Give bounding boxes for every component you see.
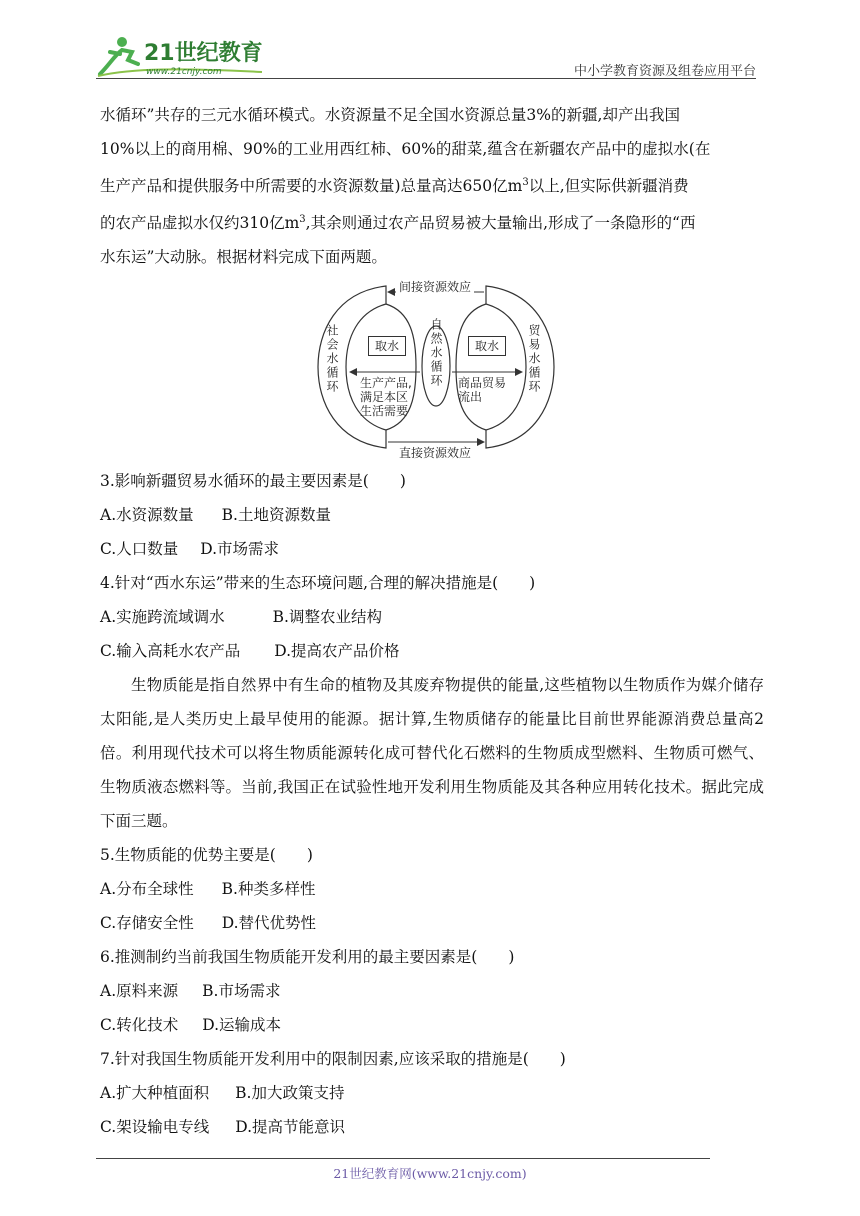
intro-line-3a: 生产产品和提供服务中所需要的水资源数量)总量高达650亿m — [100, 177, 523, 196]
left-desc-3: 生活需要 — [360, 404, 409, 419]
q7-option-c: C.架设输电专线 — [100, 1118, 210, 1137]
right-intake-box: 取水 — [468, 336, 506, 356]
q4-option-a: A.实施跨流域调水 — [100, 608, 225, 627]
left-cycle-label: 社会水循环 — [325, 324, 339, 395]
q6-option-b: B.市场需求 — [202, 982, 281, 1001]
bottom-arrow-label: 直接资源效应 — [396, 446, 474, 460]
q4-option-c: C.输入高耗水农产品 — [100, 642, 241, 661]
q6-option-c: C.转化技术 — [100, 1016, 179, 1035]
left-desc-2: 满足本区 — [360, 390, 409, 405]
q3-option-c: C.人口数量 — [100, 540, 179, 559]
left-desc — [360, 376, 412, 418]
q4-option-d: D.提高农产品价格 — [274, 642, 400, 661]
q3-option-b: B.土地资源数量 — [221, 506, 331, 525]
question-7-stem: 7.针对我国生物质能开发利用中的限制因素,应该采取的措施是( ) — [100, 1050, 566, 1069]
intro-line-1: 水循环”共存的三元水循环模式。水资源量不足全国水资源总量3%的新疆,却产出我国 — [100, 106, 680, 124]
question-7-options-row1 — [100, 1076, 764, 1110]
question-6-options-row1 — [100, 974, 764, 1008]
q5-option-d: D.替代优势性 — [221, 914, 317, 933]
logo-icon — [92, 34, 272, 78]
q4-option-b: B.调整农业结构 — [272, 608, 382, 627]
intro-line-5: 水东运”大动脉。根据材料完成下面两题。 — [100, 248, 387, 267]
question-5-stem: 5.生物质能的优势主要是( ) — [100, 846, 313, 865]
q3-option-d: D.市场需求 — [200, 540, 280, 559]
q6-option-d: D.运输成本 — [202, 1016, 282, 1035]
intro-sup-1: 3 — [522, 177, 529, 188]
q5-option-b: B.种类多样性 — [221, 880, 316, 899]
middle-cycle-label: 自然水循环 — [429, 318, 443, 389]
right-cycle-label: 贸易水循环 — [527, 324, 541, 395]
question-5-options-row1 — [100, 872, 764, 906]
svg-text:21世纪教育: 21世纪教育 — [144, 41, 263, 66]
top-arrow-label: 间接资源效应 — [396, 280, 474, 294]
right-desc-1: 商品贸易 — [458, 376, 507, 391]
q7-option-a: A.扩大种植面积 — [100, 1084, 210, 1103]
q3-option-a: A.水资源数量 — [100, 506, 194, 525]
question-4-options-row1 — [100, 600, 764, 634]
platform-name: 中小学教育资源及组卷应用平台 — [573, 64, 756, 79]
header-divider — [96, 78, 756, 79]
q7-option-b: B.加大政策支持 — [235, 1084, 345, 1103]
question-5-options-row2 — [100, 906, 764, 940]
water-cycle-diagram — [100, 276, 764, 464]
page-content — [100, 98, 764, 1144]
biomass-paragraph: 生物质能是指自然界中有生命的植物及其废弃物提供的能量,这些植物以生物质作为媒介储存太阳能,是人类历史上最早使用的能源。据计算,生物质储存的能量比目前世界能源消费总量高2倍。利用现代技术可以将生物质能源转化成可替代化石燃料的生物质成型燃料、生物质可燃气、生物质液态燃料等。当前,我国正在试验性地开发利用生物质能及其各种应用转化技术。据此完成下面三题。 — [100, 676, 764, 831]
q7-option-d: D.提高节能意识 — [235, 1118, 346, 1137]
question-4-options-row2 — [100, 634, 764, 668]
question-6-options-row2 — [100, 1008, 764, 1042]
q6-option-a: A.原料来源 — [100, 982, 179, 1001]
svg-text:www.21cnjy.com: www.21cnjy.com — [146, 67, 222, 77]
left-intake-box: 取水 — [368, 336, 406, 356]
right-desc-2: 流出 — [458, 390, 483, 405]
intro-paragraph — [100, 98, 764, 274]
question-3-options-row1 — [100, 498, 764, 532]
intro-sup-2: 3 — [299, 214, 306, 226]
question-4-stem: 4.针对“西水东运”带来的生态环境问题,合理的解决措施是( ) — [100, 574, 536, 593]
question-7-options-row2 — [100, 1110, 764, 1144]
question-3-options-row2 — [100, 532, 764, 566]
intro-line-4b: ,其余则通过农产品贸易被大量输出,形成了一条隐形的“西 — [305, 214, 696, 233]
left-desc-1: 生产产品, — [360, 376, 412, 391]
right-desc — [458, 376, 506, 404]
question-3-stem: 3.影响新疆贸易水循环的最主要因素是( ) — [100, 472, 406, 491]
footer-text: 21世纪教育网(www.21cnjy.com) — [333, 1166, 527, 1181]
q5-option-c: C.存储安全性 — [100, 914, 194, 933]
intro-line-2: 10%以上的商用棉、90%的工业用西红柿、60%的甜菜,蕴含在新疆农产品中的虚拟水(在 — [100, 140, 711, 158]
footer-divider — [96, 1158, 710, 1159]
intro-line-4a: 的农产品虚拟水仅约310亿m — [100, 214, 300, 233]
q5-option-a: A.分布全球性 — [100, 880, 194, 899]
question-6-stem: 6.推测制约当前我国生物质能开发利用的最主要因素是( ) — [100, 948, 515, 967]
intro-line-3b: 以上,但实际供新疆消费 — [528, 177, 689, 196]
page-header — [0, 0, 860, 84]
